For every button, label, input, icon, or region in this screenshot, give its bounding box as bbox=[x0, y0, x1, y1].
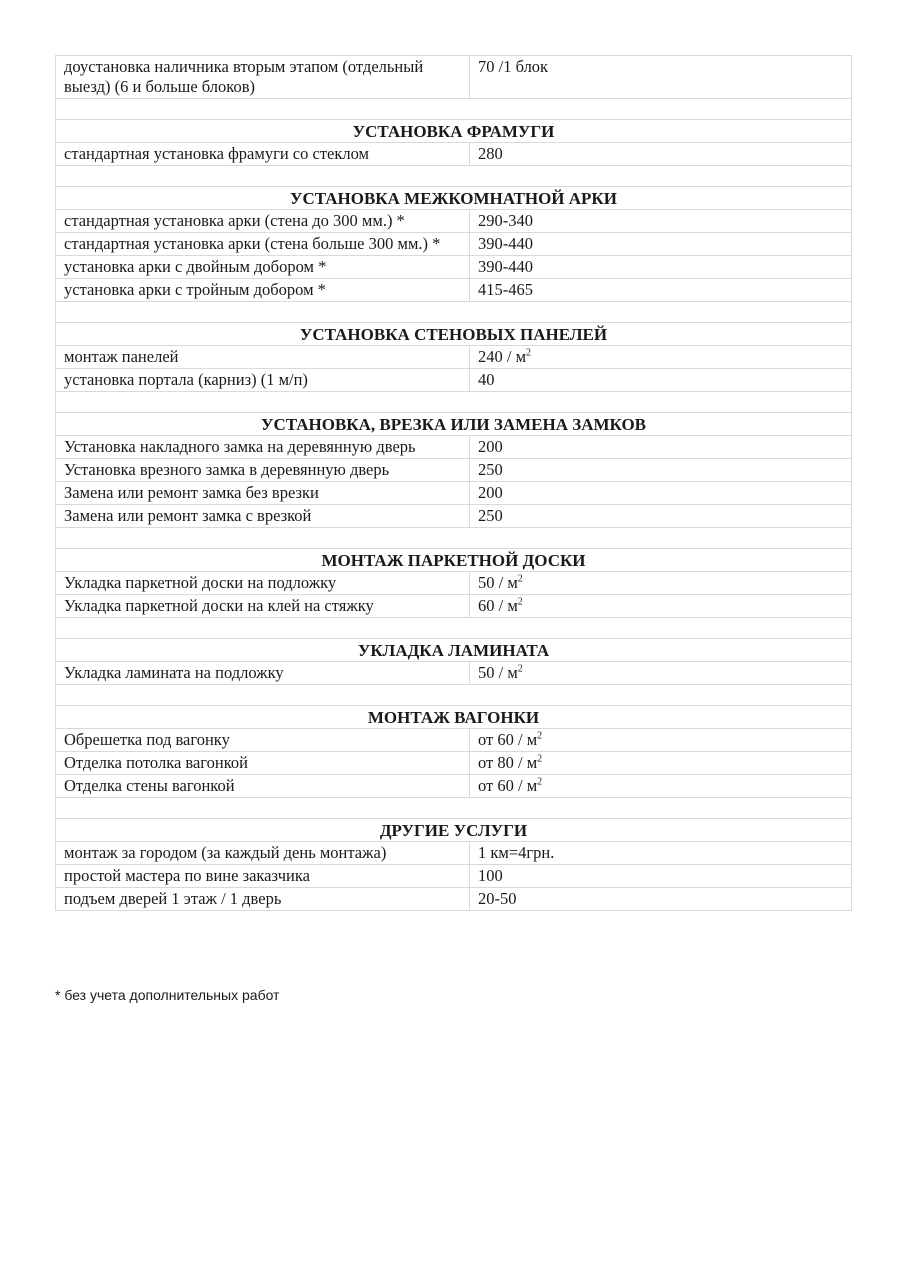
price-value: 200 bbox=[478, 483, 503, 502]
table-row bbox=[56, 346, 852, 369]
section-header-row bbox=[56, 819, 852, 842]
section-title: УСТАНОВКА, ВРЕЗКА ИЛИ ЗАМЕНА ЗАМКОВ bbox=[56, 413, 852, 436]
price-cell bbox=[470, 436, 852, 459]
table-row bbox=[56, 210, 852, 233]
price-cell bbox=[470, 279, 852, 302]
table-row bbox=[56, 662, 852, 685]
price-cell bbox=[470, 143, 852, 166]
unit-superscript: 2 bbox=[537, 730, 543, 742]
price-value: от 60 / м bbox=[478, 776, 538, 795]
section-header-row bbox=[56, 413, 852, 436]
table-row bbox=[56, 436, 852, 459]
price-value: 280 bbox=[478, 144, 503, 163]
price-cell bbox=[470, 505, 852, 528]
section-title: УСТАНОВКА ФРАМУГИ bbox=[56, 120, 852, 143]
section-title: ДРУГИЕ УСЛУГИ bbox=[56, 819, 852, 842]
spacer-row bbox=[56, 528, 852, 549]
service-name-cell: Укладка паркетной доски на клей на стяжку bbox=[56, 595, 470, 618]
price-cell bbox=[470, 210, 852, 233]
table-row bbox=[56, 369, 852, 392]
table-row bbox=[56, 842, 852, 865]
section-header-row bbox=[56, 639, 852, 662]
unit-superscript: 2 bbox=[537, 776, 543, 788]
service-name-cell: Установка накладного замка на деревянную дверь bbox=[56, 436, 470, 459]
price-cell bbox=[470, 572, 852, 595]
spacer-row bbox=[56, 798, 852, 819]
table-row bbox=[56, 752, 852, 775]
service-name-cell: простой мастера по вине заказчика bbox=[56, 865, 470, 888]
table-row bbox=[56, 233, 852, 256]
service-name-cell: Замена или ремонт замка без врезки bbox=[56, 482, 470, 505]
section-title: УКЛАДКА ЛАМИНАТА bbox=[56, 639, 852, 662]
price-cell bbox=[470, 369, 852, 392]
service-name-cell: доустановка наличника вторым этапом (отдельный выезд) (6 и больше блоков) bbox=[56, 56, 470, 99]
unit-superscript: 2 bbox=[517, 596, 523, 608]
spacer-cell bbox=[56, 302, 852, 323]
service-name-cell: подъем дверей 1 этаж / 1 дверь bbox=[56, 888, 470, 911]
table-row bbox=[56, 595, 852, 618]
price-cell bbox=[470, 459, 852, 482]
service-name-cell: установка арки с двойным добором * bbox=[56, 256, 470, 279]
spacer-row bbox=[56, 618, 852, 639]
table-row bbox=[56, 888, 852, 911]
unit-superscript: 2 bbox=[517, 573, 523, 585]
price-value: 390-440 bbox=[478, 234, 533, 253]
price-value: 60 / м bbox=[478, 596, 518, 615]
price-cell bbox=[470, 56, 852, 99]
table-row bbox=[56, 459, 852, 482]
price-value: 1 км=4грн. bbox=[478, 843, 555, 862]
spacer-row bbox=[56, 302, 852, 323]
unit-superscript: 2 bbox=[526, 347, 532, 359]
price-value: 20-50 bbox=[478, 889, 517, 908]
price-value: 290-340 bbox=[478, 211, 533, 230]
spacer-cell bbox=[56, 99, 852, 120]
price-cell bbox=[470, 233, 852, 256]
price-cell bbox=[470, 865, 852, 888]
table-row bbox=[56, 143, 852, 166]
price-cell bbox=[470, 482, 852, 505]
table-row bbox=[56, 865, 852, 888]
section-title: УСТАНОВКА МЕЖКОМНАТНОЙ АРКИ bbox=[56, 187, 852, 210]
table-row bbox=[56, 56, 852, 99]
table-row bbox=[56, 729, 852, 752]
service-name-cell: стандартная установка фрамуги со стеклом bbox=[56, 143, 470, 166]
table-row bbox=[56, 572, 852, 595]
spacer-cell bbox=[56, 798, 852, 819]
section-title: МОНТАЖ ПАРКЕТНОЙ ДОСКИ bbox=[56, 549, 852, 572]
price-table-body bbox=[56, 56, 852, 911]
price-value: 50 / м bbox=[478, 663, 518, 682]
price-value: от 60 / м bbox=[478, 730, 538, 749]
price-value: 70 /1 блок bbox=[478, 57, 549, 76]
price-cell bbox=[470, 729, 852, 752]
unit-superscript: 2 bbox=[517, 663, 523, 675]
service-name-cell: Установка врезного замка в деревянную дверь bbox=[56, 459, 470, 482]
price-value: 100 bbox=[478, 866, 503, 885]
service-name-cell: стандартная установка арки (стена до 300 мм.) * bbox=[56, 210, 470, 233]
service-name-cell: Укладка паркетной доски на подложку bbox=[56, 572, 470, 595]
price-value: 240 / м bbox=[478, 347, 527, 366]
price-value: 390-440 bbox=[478, 257, 533, 276]
table-row bbox=[56, 505, 852, 528]
price-cell bbox=[470, 346, 852, 369]
service-name-cell: установка портала (карниз) (1 м/п) bbox=[56, 369, 470, 392]
price-table bbox=[55, 55, 852, 911]
service-name-cell: установка арки с тройным добором * bbox=[56, 279, 470, 302]
section-title: МОНТАЖ ВАГОНКИ bbox=[56, 706, 852, 729]
unit-superscript: 2 bbox=[537, 753, 543, 765]
section-header-row bbox=[56, 323, 852, 346]
price-cell bbox=[470, 888, 852, 911]
spacer-cell bbox=[56, 166, 852, 187]
table-row bbox=[56, 279, 852, 302]
price-value: 250 bbox=[478, 460, 503, 479]
price-cell bbox=[470, 752, 852, 775]
price-cell bbox=[470, 256, 852, 279]
spacer-cell bbox=[56, 392, 852, 413]
section-header-row bbox=[56, 549, 852, 572]
spacer-row bbox=[56, 685, 852, 706]
spacer-row bbox=[56, 99, 852, 120]
price-value: 250 bbox=[478, 506, 503, 525]
service-name-cell: монтаж за городом (за каждый день монтажа) bbox=[56, 842, 470, 865]
spacer-row bbox=[56, 166, 852, 187]
price-value: 415-465 bbox=[478, 280, 533, 299]
price-value: 50 / м bbox=[478, 573, 518, 592]
footnote: * без учета дополнительных работ bbox=[55, 987, 280, 1003]
price-cell bbox=[470, 775, 852, 798]
spacer-row bbox=[56, 392, 852, 413]
service-name-cell: Укладка ламината на подложку bbox=[56, 662, 470, 685]
price-cell bbox=[470, 662, 852, 685]
section-header-row bbox=[56, 120, 852, 143]
service-name-cell: монтаж панелей bbox=[56, 346, 470, 369]
price-cell bbox=[470, 842, 852, 865]
spacer-cell bbox=[56, 685, 852, 706]
table-row bbox=[56, 482, 852, 505]
section-header-row bbox=[56, 706, 852, 729]
price-value: 200 bbox=[478, 437, 503, 456]
price-cell bbox=[470, 595, 852, 618]
service-name-cell: стандартная установка арки (стена больше 300 мм.) * bbox=[56, 233, 470, 256]
section-title: УСТАНОВКА СТЕНОВЫХ ПАНЕЛЕЙ bbox=[56, 323, 852, 346]
service-name-cell: Отделка стены вагонкой bbox=[56, 775, 470, 798]
section-header-row bbox=[56, 187, 852, 210]
service-name-cell: Отделка потолка вагонкой bbox=[56, 752, 470, 775]
service-name-cell: Замена или ремонт замка с врезкой bbox=[56, 505, 470, 528]
table-row bbox=[56, 775, 852, 798]
spacer-cell bbox=[56, 528, 852, 549]
service-name-cell: Обрешетка под вагонку bbox=[56, 729, 470, 752]
table-row bbox=[56, 256, 852, 279]
price-value: от 80 / м bbox=[478, 753, 538, 772]
spacer-cell bbox=[56, 618, 852, 639]
price-value: 40 bbox=[478, 370, 495, 389]
